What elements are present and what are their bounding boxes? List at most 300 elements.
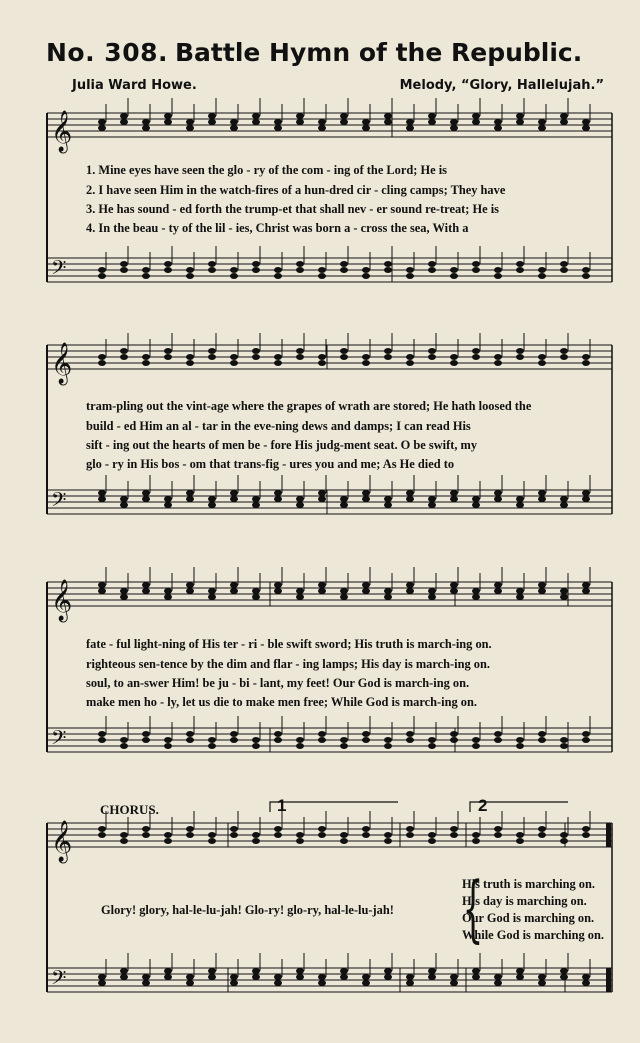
chorus-endings — [462, 876, 604, 944]
note-head — [274, 490, 282, 496]
note-head — [318, 731, 326, 737]
note-head — [252, 838, 260, 844]
note-head — [582, 360, 590, 366]
note-head — [164, 267, 172, 273]
note-head — [120, 354, 128, 360]
note-head — [560, 502, 568, 508]
note-head — [494, 267, 502, 273]
note-head — [406, 125, 414, 131]
note-head — [450, 360, 458, 366]
note-head — [340, 832, 348, 838]
note-head — [560, 743, 568, 749]
note-head — [186, 496, 194, 502]
note-head — [186, 737, 194, 743]
note-head — [318, 490, 326, 496]
second-ending-number: 2 — [478, 796, 488, 815]
note-head — [428, 838, 436, 844]
note-head — [120, 348, 128, 354]
note-head — [494, 731, 502, 737]
note-head — [230, 980, 238, 986]
note-head — [538, 273, 546, 279]
note-head — [340, 502, 348, 508]
note-head — [516, 119, 524, 125]
note-head — [494, 273, 502, 279]
note-head — [252, 974, 260, 980]
note-head — [582, 354, 590, 360]
note-head — [560, 119, 568, 125]
note-head — [120, 974, 128, 980]
verse-3-line-2: sift - ing out the hearts of men be - fore His judg-ment seat. O be swift, my — [86, 438, 478, 452]
note-head — [230, 737, 238, 743]
verse-2-line-2: build - ed Him an al - tar in the eve-ning dews and damps; I can read His — [86, 419, 471, 433]
note-head — [98, 125, 106, 131]
note-head — [494, 980, 502, 986]
note-head — [296, 261, 304, 267]
note-head — [274, 832, 282, 838]
note-head — [252, 267, 260, 273]
note-head — [186, 826, 194, 832]
note-head — [230, 588, 238, 594]
note-head — [560, 588, 568, 594]
note-head — [340, 354, 348, 360]
note-head — [340, 838, 348, 844]
note-head — [472, 496, 480, 502]
note-head — [252, 119, 260, 125]
note-head — [142, 360, 150, 366]
note-head — [186, 360, 194, 366]
note-head — [318, 974, 326, 980]
note-head — [582, 737, 590, 743]
note-head — [230, 119, 238, 125]
note-head — [516, 113, 524, 119]
note-head — [252, 113, 260, 119]
note-head — [516, 502, 524, 508]
note-head — [538, 360, 546, 366]
verse-4-line-3: make men ho - ly, let us die to make men free; While God is march-ing on. — [86, 695, 477, 709]
note-head — [406, 496, 414, 502]
note-head — [538, 588, 546, 594]
note-head — [98, 360, 106, 366]
ending-brace: { — [462, 866, 484, 950]
note-head — [472, 838, 480, 844]
note-head — [318, 980, 326, 986]
note-head — [384, 113, 392, 119]
note-head — [450, 273, 458, 279]
note-head — [142, 125, 150, 131]
note-head — [274, 267, 282, 273]
note-head — [186, 588, 194, 594]
note-head — [362, 731, 370, 737]
note-head — [120, 743, 128, 749]
note-head — [296, 496, 304, 502]
note-head — [516, 968, 524, 974]
note-head — [406, 826, 414, 832]
treble-clef: 𝄞 — [51, 821, 73, 862]
note-head — [538, 125, 546, 131]
note-head — [186, 980, 194, 986]
note-head — [384, 267, 392, 273]
melody-credit: Melody, “Glory, Hallelujah.” — [399, 78, 604, 93]
note-head — [164, 261, 172, 267]
note-head — [538, 980, 546, 986]
note-head — [252, 354, 260, 360]
note-head — [494, 974, 502, 980]
note-head — [516, 348, 524, 354]
note-head — [274, 360, 282, 366]
note-head — [186, 490, 194, 496]
note-head — [98, 731, 106, 737]
note-head — [406, 267, 414, 273]
note-head — [472, 974, 480, 980]
treble-clef: 𝄞 — [51, 580, 73, 621]
note-head — [428, 354, 436, 360]
note-head — [296, 737, 304, 743]
note-head — [164, 119, 172, 125]
note-head — [186, 125, 194, 131]
note-head — [538, 974, 546, 980]
note-head — [208, 496, 216, 502]
note-head — [516, 838, 524, 844]
note-head — [560, 354, 568, 360]
note-head — [230, 490, 238, 496]
note-head — [450, 582, 458, 588]
note-head — [318, 267, 326, 273]
note-head — [120, 588, 128, 594]
note-head — [98, 267, 106, 273]
note-head — [274, 354, 282, 360]
verse-2-line-1: 2. I have seen Him in the watch-fires of a hun-dred cir - cling camps; They have — [86, 183, 506, 197]
note-head — [516, 496, 524, 502]
note-head — [450, 354, 458, 360]
note-head — [494, 119, 502, 125]
note-head — [450, 267, 458, 273]
note-head — [186, 832, 194, 838]
note-head — [142, 267, 150, 273]
note-head — [560, 348, 568, 354]
note-head — [406, 354, 414, 360]
note-head — [318, 273, 326, 279]
hymn-number: No. 308. — [46, 38, 168, 67]
note-head — [318, 360, 326, 366]
ending-verse-1: His truth is marching on. — [462, 877, 595, 891]
final-barline — [606, 968, 611, 992]
note-head — [296, 354, 304, 360]
note-head — [406, 273, 414, 279]
note-head — [164, 974, 172, 980]
note-head — [120, 267, 128, 273]
note-head — [450, 588, 458, 594]
note-head — [252, 496, 260, 502]
note-head — [98, 588, 106, 594]
note-head — [450, 496, 458, 502]
note-head — [230, 125, 238, 131]
note-head — [164, 594, 172, 600]
note-head — [516, 588, 524, 594]
note-head — [384, 594, 392, 600]
note-head — [406, 974, 414, 980]
note-head — [142, 737, 150, 743]
note-head — [230, 354, 238, 360]
note-head — [230, 273, 238, 279]
ending-verse-3: Our God is marching on. — [462, 911, 595, 925]
note-head — [296, 113, 304, 119]
note-head — [98, 119, 106, 125]
note-head — [142, 832, 150, 838]
note-head — [560, 113, 568, 119]
note-head — [340, 267, 348, 273]
note-head — [538, 737, 546, 743]
note-head — [208, 737, 216, 743]
note-head — [142, 496, 150, 502]
author-credit: Julia Ward Howe. — [72, 78, 197, 93]
note-head — [318, 832, 326, 838]
note-head — [208, 261, 216, 267]
note-head — [494, 354, 502, 360]
note-head — [186, 119, 194, 125]
note-head — [516, 354, 524, 360]
note-head — [274, 496, 282, 502]
note-head — [274, 582, 282, 588]
treble-clef: 𝄞 — [51, 111, 73, 152]
note-head — [494, 125, 502, 131]
bass-clef: 𝄢 — [51, 256, 67, 284]
note-head — [208, 743, 216, 749]
note-head — [384, 119, 392, 125]
note-head — [142, 354, 150, 360]
note-head — [208, 119, 216, 125]
note-head — [450, 125, 458, 131]
note-head — [164, 588, 172, 594]
note-head — [98, 974, 106, 980]
note-head — [252, 743, 260, 749]
note-head — [120, 737, 128, 743]
note-head — [164, 113, 172, 119]
note-head — [164, 496, 172, 502]
note-head — [384, 838, 392, 844]
note-head — [560, 968, 568, 974]
note-head — [362, 490, 370, 496]
note-head — [472, 267, 480, 273]
note-head — [120, 838, 128, 844]
note-head — [98, 582, 106, 588]
hymn-title: Battle Hymn of the Republic. — [175, 38, 583, 67]
note-head — [362, 582, 370, 588]
note-head — [274, 737, 282, 743]
note-head — [296, 588, 304, 594]
note-head — [428, 119, 436, 125]
note-head — [296, 838, 304, 844]
note-head — [472, 737, 480, 743]
note-head — [120, 832, 128, 838]
note-head — [208, 502, 216, 508]
note-head — [362, 496, 370, 502]
note-head — [516, 832, 524, 838]
note-head — [582, 731, 590, 737]
note-head — [538, 496, 546, 502]
note-head — [472, 832, 480, 838]
note-head — [428, 261, 436, 267]
note-head — [318, 588, 326, 594]
note-head — [450, 826, 458, 832]
ending-verse-2: His day is marching on. — [462, 894, 587, 908]
bass-clef: 𝄢 — [51, 488, 67, 516]
note-head — [252, 348, 260, 354]
note-head — [142, 273, 150, 279]
note-head — [296, 119, 304, 125]
note-head — [538, 354, 546, 360]
note-head — [560, 594, 568, 600]
note-head — [296, 594, 304, 600]
note-head — [516, 594, 524, 600]
note-head — [582, 980, 590, 986]
note-head — [120, 968, 128, 974]
note-head — [428, 974, 436, 980]
note-head — [164, 502, 172, 508]
note-head — [428, 348, 436, 354]
verse-1-line-2: tram-pling out the vint-age where the grapes of wrath are stored; He hath loosed the — [86, 399, 532, 413]
note-head — [340, 737, 348, 743]
note-head — [164, 348, 172, 354]
note-head — [516, 743, 524, 749]
note-head — [582, 267, 590, 273]
note-head — [274, 980, 282, 986]
bass-clef: 𝄢 — [51, 966, 67, 994]
note-head — [318, 125, 326, 131]
note-head — [98, 273, 106, 279]
note-head — [230, 826, 238, 832]
note-head — [142, 588, 150, 594]
note-head — [538, 119, 546, 125]
ending-verse-4: While God is marching on. — [462, 928, 604, 942]
treble-clef: 𝄞 — [51, 343, 73, 384]
note-head — [362, 360, 370, 366]
note-head — [494, 496, 502, 502]
note-head — [362, 588, 370, 594]
note-head — [252, 261, 260, 267]
verse-1-line-1: 1. Mine eyes have seen the glo - ry of the com - ing of the Lord; He is — [86, 163, 447, 177]
note-head — [98, 496, 106, 502]
note-head — [538, 731, 546, 737]
note-head — [208, 348, 216, 354]
note-head — [582, 125, 590, 131]
note-head — [120, 502, 128, 508]
note-head — [494, 490, 502, 496]
note-head — [186, 354, 194, 360]
note-head — [428, 743, 436, 749]
note-head — [340, 261, 348, 267]
note-head — [582, 496, 590, 502]
note-head — [252, 502, 260, 508]
note-head — [340, 968, 348, 974]
note-head — [428, 832, 436, 838]
note-head — [186, 731, 194, 737]
note-head — [186, 273, 194, 279]
note-head — [164, 743, 172, 749]
note-head — [472, 502, 480, 508]
note-head — [362, 826, 370, 832]
note-head — [230, 582, 238, 588]
note-head — [252, 832, 260, 838]
verse-2-line-3: righteous sen-tence by the dim and flar - ing lamps; His day is march-ing on. — [86, 657, 490, 671]
note-head — [362, 980, 370, 986]
note-head — [274, 974, 282, 980]
note-head — [472, 588, 480, 594]
note-head — [120, 119, 128, 125]
note-head — [252, 588, 260, 594]
note-head — [362, 832, 370, 838]
note-head — [428, 267, 436, 273]
note-head — [296, 743, 304, 749]
note-head — [560, 496, 568, 502]
note-head — [230, 832, 238, 838]
note-head — [538, 826, 546, 832]
note-head — [384, 348, 392, 354]
note-head — [428, 502, 436, 508]
note-head — [164, 838, 172, 844]
note-head — [98, 980, 106, 986]
note-head — [340, 974, 348, 980]
note-head — [362, 119, 370, 125]
note-head — [406, 731, 414, 737]
note-head — [142, 974, 150, 980]
note-head — [120, 261, 128, 267]
verse-1-line-3: fate - ful light-ning of His ter - ri - ble swift sword; His truth is march-ing on. — [86, 637, 492, 651]
note-head — [406, 980, 414, 986]
note-head — [362, 273, 370, 279]
note-head — [208, 354, 216, 360]
note-head — [340, 743, 348, 749]
note-head — [582, 273, 590, 279]
note-head — [186, 267, 194, 273]
note-head — [406, 490, 414, 496]
note-head — [340, 594, 348, 600]
note-head — [208, 594, 216, 600]
note-head — [164, 832, 172, 838]
note-head — [274, 125, 282, 131]
note-head — [384, 968, 392, 974]
note-head — [428, 968, 436, 974]
note-head — [428, 113, 436, 119]
note-head — [208, 974, 216, 980]
note-head — [274, 588, 282, 594]
note-head — [450, 731, 458, 737]
note-head — [406, 737, 414, 743]
note-head — [472, 594, 480, 600]
note-head — [384, 354, 392, 360]
note-head — [274, 731, 282, 737]
note-head — [98, 832, 106, 838]
note-head — [208, 113, 216, 119]
final-barline — [606, 823, 611, 847]
note-head — [296, 348, 304, 354]
note-head — [582, 588, 590, 594]
note-head — [450, 119, 458, 125]
note-head — [450, 490, 458, 496]
note-head — [274, 273, 282, 279]
note-head — [362, 974, 370, 980]
note-head — [318, 826, 326, 832]
note-head — [230, 360, 238, 366]
note-head — [208, 832, 216, 838]
note-head — [142, 826, 150, 832]
verse-4-line-2: glo - ry in His bos - om that trans-fig - ures you and me; As He died to — [86, 457, 455, 471]
note-head — [164, 737, 172, 743]
note-head — [230, 267, 238, 273]
note-head — [120, 496, 128, 502]
note-head — [472, 113, 480, 119]
note-head — [296, 502, 304, 508]
note-head — [274, 119, 282, 125]
